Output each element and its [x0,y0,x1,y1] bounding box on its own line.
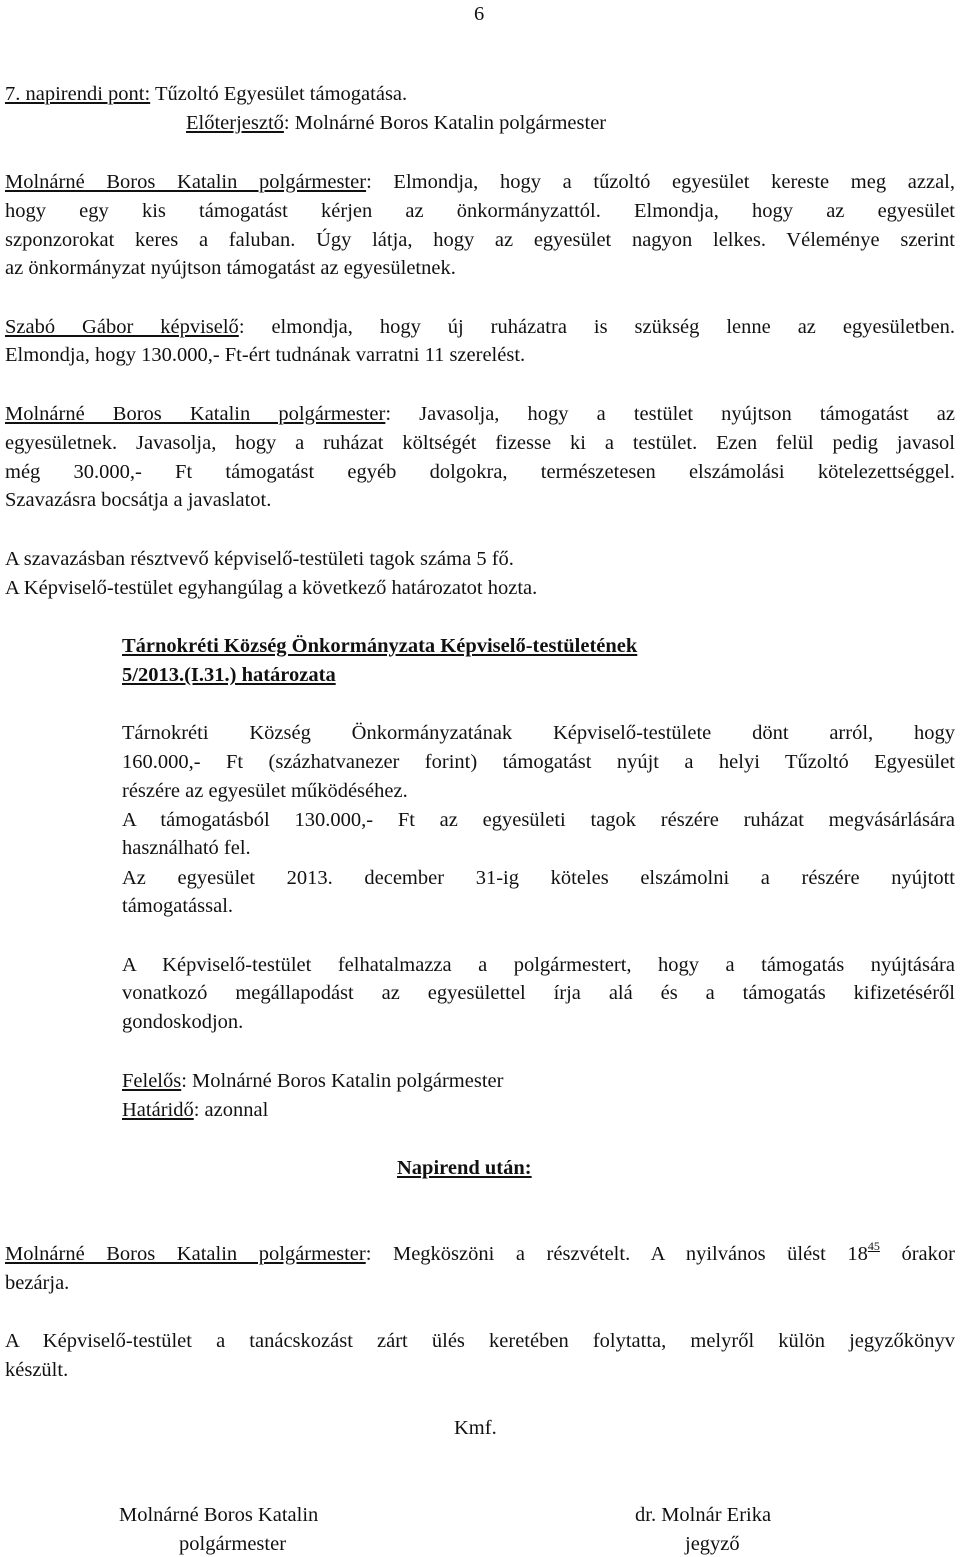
presenter-name: : Molnárné Boros Katalin polgármester [283,112,607,134]
agenda-item-label: 7. napirendi pont: [5,83,151,105]
signer-title: jegyző [685,1533,740,1555]
line: Szavazásra bocsátja a javaslatot. [5,489,272,511]
deadline-line: Határidő: azonnal [122,1099,269,1121]
line: Molnárné Boros Katalin polgármester: Megköszöni a részvételt. A nyilvános ülést $18^{45}$ órakor [5,1239,955,1265]
page-number: 6 [474,3,485,25]
speaker: Molnárné Boros Katalin polgármester [5,403,386,425]
line: részére az egyesület működéséhez. [122,780,408,802]
responsible-label: Felelős [122,1070,182,1092]
line: Tárnokréti Község Önkormányzatának Képviselő-testülete dönt arról, hogy [122,722,955,744]
line: Elmondja, hogy 130.000,- Ft-ért tudnának varratni 11 szerelést. [5,344,526,366]
line: A Képviselő-testület felhatalmazza a polgármestert, hogy a támogatás nyújtására [122,954,955,976]
line: használható fel. [122,837,251,859]
line: támogatással. [122,895,234,917]
line: Molnárné Boros Katalin polgármester: Javasolja, hogy a testület nyújtson támogatást az [5,403,955,425]
line: bezárja. [5,1272,70,1294]
line: szponzorokat keres a faluban. Úgy látja, hogy az egyesület nagyon lelkes. Véleménye szerint [5,229,955,251]
presenter-line [186,113,606,134]
agenda-item-title: Tűzoltó Egyesület támogatása. [154,83,408,105]
line: A támogatásból 130.000,- Ft az egyesületi tagok részére ruházat megvásárlására [122,809,955,831]
line: az önkormányzat nyújtson támogatást az egyesületnek. [5,257,456,279]
time-minutes: 45 [867,1239,880,1253]
agenda-item-heading [5,84,407,105]
resolution-heading: Tárnokréti Község Önkormányzata Képviselő-testületének [122,635,638,657]
line: A Képviselő-testület egyhangúlag a következő határozatot hozta. [5,577,538,599]
speaker: Molnárné Boros Katalin polgármester [5,1243,366,1265]
line: gondoskodjon. [122,1011,244,1033]
line: vonatkozó megállapodást az egyesülettel írja alá és a támogatás kifizetéséről [122,982,955,1004]
line: Molnárné Boros Katalin polgármester: Elmondja, hogy a tűzoltó egyesület kereste meg azzal, [5,171,955,193]
deadline-label: Határidő [122,1099,194,1121]
signer-name: Molnárné Boros Katalin [119,1504,319,1526]
line: egyesületnek. Javasolja, hogy a ruházat költségét fizesse ki a testület. Ezen felül pedig javasol [5,432,955,454]
signer-title: polgármester [179,1533,287,1555]
line: Az egyesület 2013. december 31-ig köteles elszámolni a részére nyújtott [122,867,955,889]
kmf: Kmf. [454,1417,497,1439]
presenter-label: Előterjesztő [186,112,284,134]
resolution-number: 5/2013.(I.31.) határozata [122,664,336,686]
line: hogy egy kis támogatást kérjen az önkormányzattól. Elmondja, hogy az egyesület [5,200,955,222]
line: A szavazásban résztvevő képviselő-testületi tagok száma 5 fő. [5,548,514,570]
signer-name: dr. Molnár Erika [635,1504,772,1526]
line: még 30.000,- Ft támogatást egyéb dolgokra, természetesen elszámolási kötelezettséggel. [5,461,955,483]
speaker: Molnárné Boros Katalin polgármester [5,171,367,193]
speaker: Szabó Gábor képviselő [5,316,239,338]
line: 160.000,- Ft (százhatvanezer forint) támogatást nyújt a helyi Tűzoltó Egyesület [122,751,955,773]
line: készült. [5,1359,69,1381]
responsible-line: Felelős: Molnárné Boros Katalin polgármester [122,1070,504,1092]
line: Szabó Gábor képviselő: elmondja, hogy új ruházatra is szükség lenne az egyesületben. [5,316,955,338]
line: A Képviselő-testület a tanácskozást zárt ülés keretében folytatta, melyről külön jegyzőkönyv [5,1330,955,1352]
after-agenda-heading: Napirend után: [397,1157,532,1179]
